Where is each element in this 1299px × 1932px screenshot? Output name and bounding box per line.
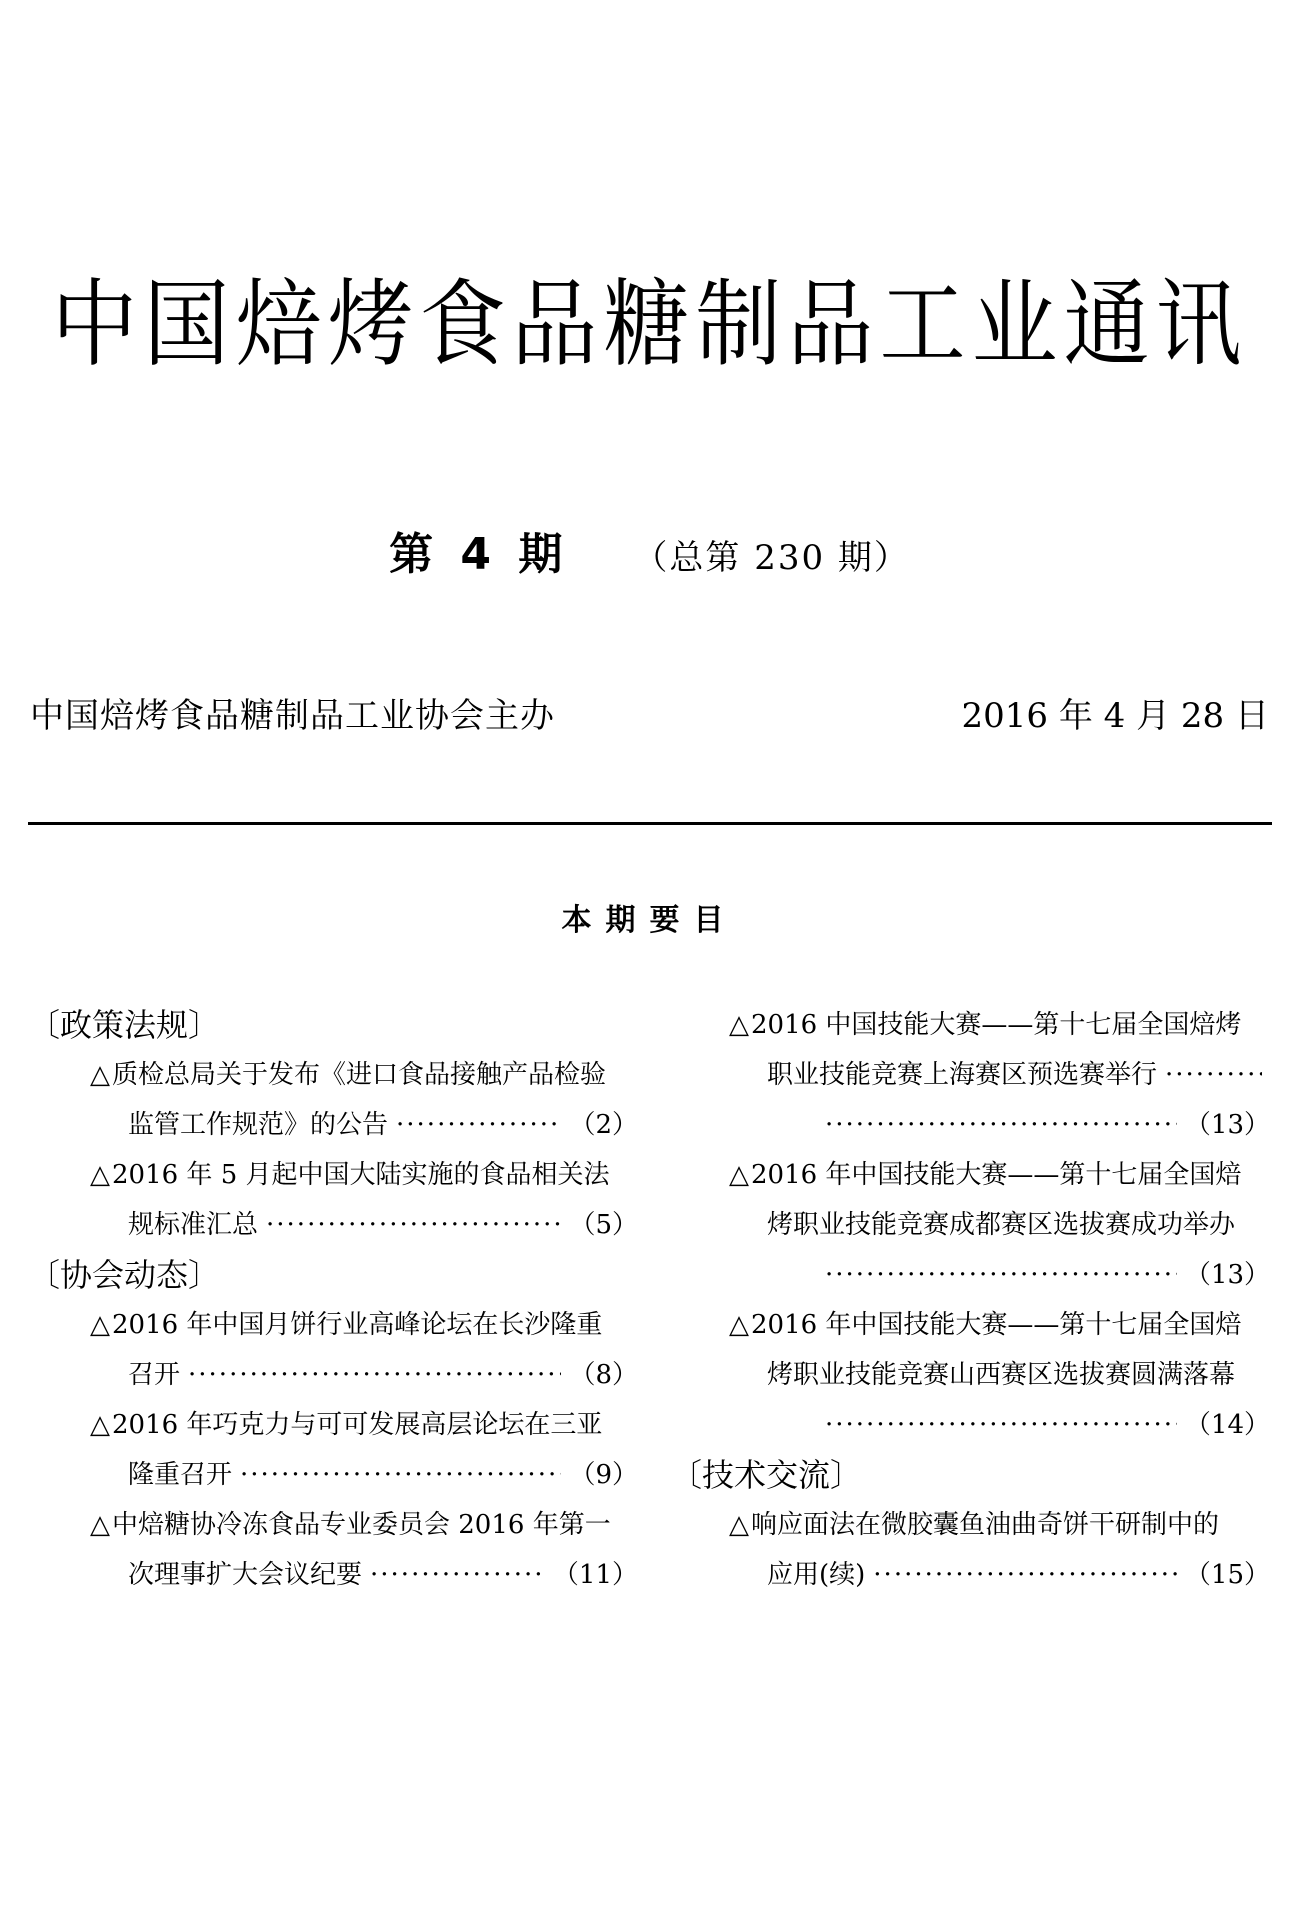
entry-title: 中焙糖协冷冻食品专业委员会 2016 年第一 <box>112 1510 611 1540</box>
leader-dots <box>825 1400 1177 1450</box>
page-number: （5） <box>569 1210 638 1240</box>
triangle-bullet-icon: △ <box>90 1310 110 1340</box>
leader-dots <box>825 1250 1177 1300</box>
triangle-bullet-icon: △ <box>90 1160 110 1190</box>
toc-entry[interactable] <box>725 1300 1270 1450</box>
issue-total: （总第 230 期） <box>633 538 910 578</box>
triangle-bullet-icon: △ <box>90 1410 110 1440</box>
leader-dots <box>825 1100 1177 1150</box>
leader-dots <box>370 1550 545 1600</box>
entry-title-cont: 隆重召开 <box>128 1460 233 1490</box>
toc-entry[interactable] <box>725 1150 1270 1300</box>
toc-entry[interactable] <box>28 1400 638 1500</box>
page-number: （8） <box>569 1360 638 1390</box>
toc-title: 本期要目 <box>561 903 738 938</box>
page-number: （9） <box>569 1460 638 1490</box>
toc-entry[interactable] <box>725 1000 1270 1150</box>
page-number: （14） <box>1184 1410 1270 1440</box>
toc-entry[interactable] <box>28 1150 638 1250</box>
entry-title: 2016 年中国技能大赛——第十七届全国焙 <box>751 1310 1242 1340</box>
sponsor: 中国焙烤食品糖制品工业协会主办 <box>30 696 555 736</box>
toc-entry[interactable] <box>725 1500 1270 1600</box>
page-number: （13） <box>1184 1110 1270 1140</box>
triangle-bullet-icon: △ <box>729 1010 749 1040</box>
toc-entry[interactable] <box>28 1300 638 1400</box>
page-number: （11） <box>552 1560 638 1590</box>
entry-title-cont: 次理事扩大会议纪要 <box>128 1560 363 1590</box>
triangle-bullet-icon: △ <box>90 1060 110 1090</box>
entry-title: 2016 年中国月饼行业高峰论坛在长沙隆重 <box>112 1310 603 1340</box>
toc-entry[interactable] <box>28 1500 638 1600</box>
entry-title-cont: 监管工作规范》的公告 <box>128 1110 389 1140</box>
entry-title-cont: 职业技能竞赛上海赛区预选赛举行 <box>767 1060 1158 1090</box>
publication-title: 中国焙烤食品糖制品工业通讯 <box>51 270 1248 380</box>
entry-title: 2016 中国技能大赛——第十七届全国焙烤 <box>751 1010 1242 1040</box>
header-divider <box>28 822 1272 825</box>
toc-left-column <box>28 1000 638 1600</box>
page-number: （13） <box>1184 1260 1270 1290</box>
issue-info <box>0 520 1299 599</box>
leader-dots <box>188 1350 561 1400</box>
toc-right-column <box>670 1000 1270 1600</box>
entry-title: 2016 年巧克力与可可发展高层论坛在三亚 <box>112 1410 603 1440</box>
entry-title: 响应面法在微胶囊鱼油曲奇饼干研制中的 <box>751 1510 1220 1540</box>
entry-title-cont: 规标准汇总 <box>128 1210 259 1240</box>
entry-title: 2016 年中国技能大赛——第十七届全国焙 <box>751 1160 1242 1190</box>
entry-title-cont: 烤职业技能竞赛成都赛区选拔赛成功举办 <box>767 1210 1236 1240</box>
entry-title: 2016 年 5 月起中国大陆实施的食品相关法 <box>112 1160 610 1190</box>
entry-title-cont: 烤职业技能竞赛山西赛区选拔赛圆满落幕 <box>767 1360 1236 1390</box>
leader-dots <box>1165 1050 1262 1100</box>
toc-entry[interactable] <box>28 1050 638 1150</box>
section-heading: 〔技术交流〕 <box>670 1456 863 1494</box>
triangle-bullet-icon: △ <box>729 1510 749 1540</box>
entry-title-cont: 应用(续) <box>767 1560 866 1590</box>
section-heading: 〔政策法规〕 <box>28 1006 221 1044</box>
entry-title: 质检总局关于发布《进口食品接触产品检验 <box>112 1060 607 1090</box>
leader-dots <box>873 1550 1177 1600</box>
leader-dots <box>240 1450 561 1500</box>
entry-title-cont: 召开 <box>128 1360 181 1390</box>
section-heading: 〔协会动态〕 <box>28 1256 221 1294</box>
publication-date: 2016 年 4 月 28 日 <box>961 696 1269 736</box>
issue-number: 第 4 期 <box>389 529 569 580</box>
leader-dots <box>396 1100 561 1150</box>
page-number: （15） <box>1184 1560 1270 1590</box>
page-number: （2） <box>569 1110 638 1140</box>
triangle-bullet-icon: △ <box>729 1160 749 1190</box>
triangle-bullet-icon: △ <box>90 1510 110 1540</box>
leader-dots <box>266 1200 561 1250</box>
triangle-bullet-icon: △ <box>729 1310 749 1340</box>
